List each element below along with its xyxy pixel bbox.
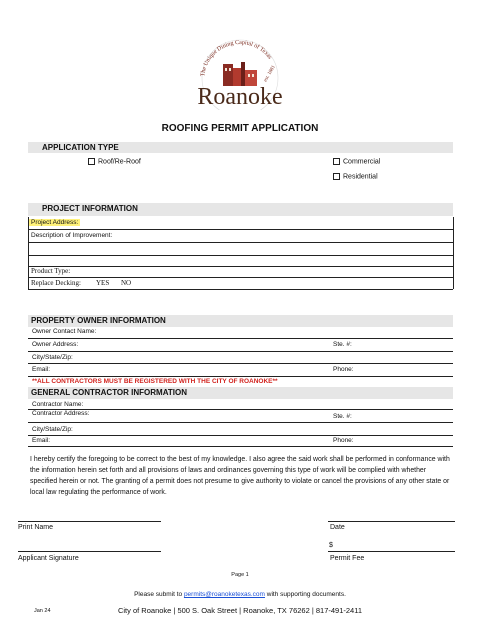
owner-address-label: Owner Address:	[32, 341, 79, 348]
decking-no[interactable]: NO	[121, 279, 132, 287]
contractor-phone-label: Phone:	[333, 437, 354, 444]
application-type-header: APPLICATION TYPE	[42, 143, 119, 152]
permits-email-link[interactable]: permits@roanoketexas.com	[183, 591, 265, 598]
applicant-signature-label: Applicant Signature	[18, 555, 79, 562]
commercial-checkbox[interactable]	[333, 158, 340, 165]
logo-arc-text: The Unique Dining Capital of Texas	[200, 39, 273, 77]
form-title: ROOFING PERMIT APPLICATION	[161, 123, 319, 134]
contractor-email-label: Email:	[32, 437, 51, 444]
owner-city-label: City/State/Zip:	[32, 354, 73, 361]
divider	[28, 277, 453, 278]
submit-suffix: with supporting documents.	[264, 591, 346, 598]
owner-ste-label: Ste. #:	[333, 341, 352, 348]
print-name-line[interactable]	[18, 521, 161, 522]
submit-instructions	[0, 591, 480, 598]
replace-decking-label: Replace Decking:	[31, 279, 81, 287]
owner-phone-label: Phone:	[333, 366, 354, 373]
contractor-section-header	[28, 387, 453, 399]
project-section-header	[28, 203, 453, 216]
roanoke-logo	[180, 20, 300, 110]
permit-fee-label: Permit Fee	[330, 555, 365, 562]
roof-reroof-label: Roof/Re-Roof	[98, 158, 141, 166]
contractor-ste-label: Ste. #:	[333, 413, 352, 420]
divider	[28, 376, 453, 377]
permit-fee-line[interactable]	[328, 551, 455, 552]
application-type-section-header	[28, 142, 453, 153]
roof-reroof-checkbox[interactable]	[88, 158, 95, 165]
option-roof-reroof[interactable]	[88, 158, 141, 165]
project-address-label: Project Address:	[31, 219, 79, 226]
divider	[28, 351, 453, 352]
divider	[28, 266, 453, 267]
divider	[28, 255, 453, 256]
dollar-sign: $	[329, 542, 333, 549]
contractor-header: GENERAL CONTRACTOR INFORMATION	[31, 388, 187, 397]
divider	[28, 409, 453, 410]
contractor-address-label: Contractor Address:	[32, 410, 90, 417]
print-name-label: Print Name	[18, 524, 54, 531]
date-label: Date	[330, 524, 345, 531]
applicant-signature-line[interactable]	[18, 551, 161, 552]
divider	[28, 338, 453, 339]
option-commercial[interactable]	[333, 158, 380, 165]
owner-section-header	[28, 315, 453, 327]
product-type-label: Product Type:	[31, 267, 71, 275]
owner-email-label: Email:	[32, 366, 51, 373]
logo-est-text: est. 1881	[263, 64, 277, 83]
contractor-registration-notice: **ALL CONTRACTORS MUST BE REGISTERED WITH THE CITY OF ROANOKE**	[32, 378, 278, 385]
divider	[28, 242, 453, 243]
divider	[28, 229, 453, 230]
owner-contact-name-label: Owner Contact Name:	[32, 328, 97, 335]
logo-wordmark: Roanoke	[197, 84, 283, 110]
residential-label: Residential	[343, 173, 378, 181]
project-box-left	[28, 217, 29, 289]
project-header: PROJECT INFORMATION	[42, 204, 138, 213]
city-address: City of Roanoke | 500 S. Oak Street | Roanoke, TX 76262 | 817-491-2411	[117, 606, 363, 615]
divider	[28, 289, 453, 290]
description-label: Description of Improvement:	[31, 232, 113, 239]
certification-text: I hereby certify the foregoing to be correct to the best of my knowledge. I also agree the said work shall be performed in conformance with the information herein set forth and all provisions of laws and ordinances governing this type of work will be complied with whether specified herein or not. The granting of a permit does not presume to give authority to violate or cancel the provisions of any other state or local law regulating the performance of work.	[30, 456, 450, 496]
page-number: Page 1	[231, 572, 249, 578]
divider	[28, 435, 453, 436]
submit-prefix: Please submit to	[134, 591, 184, 598]
contractor-name-label: Contractor Name:	[32, 401, 84, 408]
date-line[interactable]	[328, 521, 455, 522]
contractor-city-label: City/State/Zip:	[32, 426, 73, 433]
decking-yes[interactable]: YES	[96, 279, 110, 287]
project-box-right	[453, 217, 454, 289]
divider	[28, 446, 453, 447]
form-date-code: Jan 24	[34, 608, 51, 614]
residential-checkbox[interactable]	[333, 173, 340, 180]
divider	[28, 422, 453, 423]
commercial-label: Commercial	[343, 158, 381, 166]
divider	[28, 363, 453, 364]
owner-header: PROPERTY OWNER INFORMATION	[31, 316, 166, 325]
option-residential[interactable]	[333, 173, 378, 180]
